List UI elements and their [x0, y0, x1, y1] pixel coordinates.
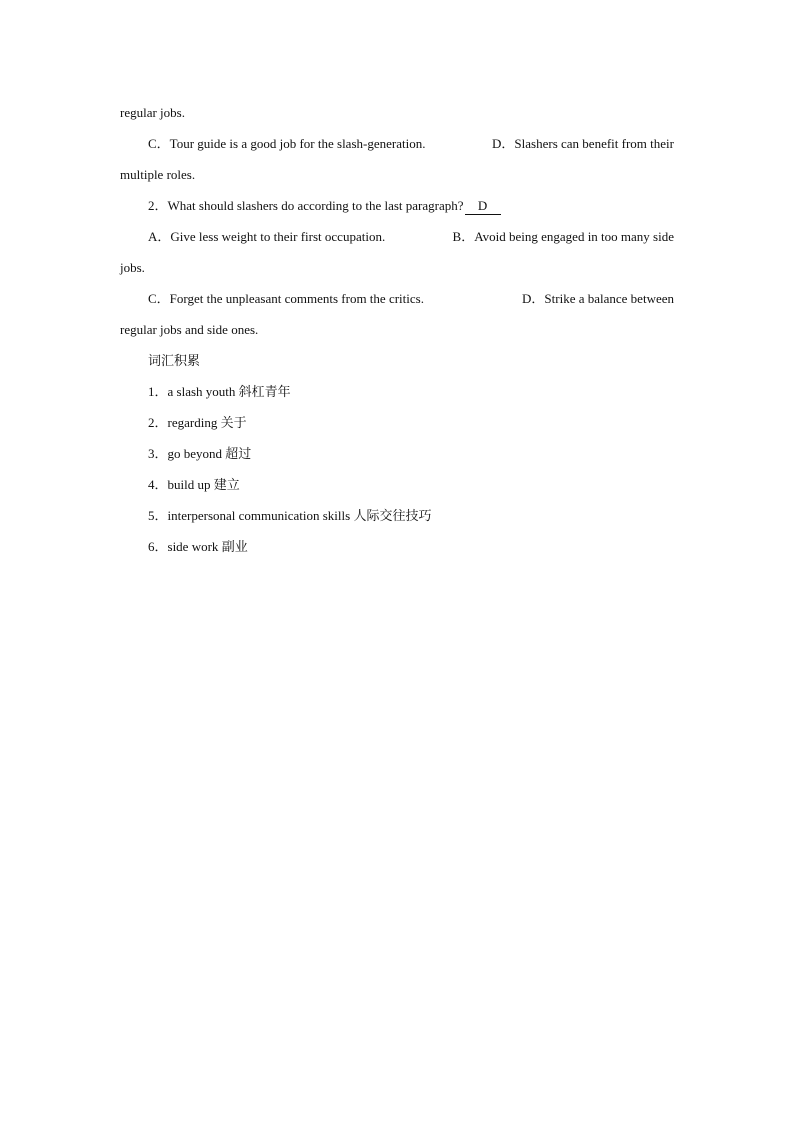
question-2-options-ab — [120, 227, 674, 258]
vocab-chinese: 人际交往技巧 — [353, 509, 432, 524]
vocab-english: interpersonal communication skills — [167, 508, 354, 523]
question-2-options-cd — [120, 289, 674, 320]
vocab-item — [120, 444, 674, 475]
option-c-text: C．Forget the unpleasant comments from the critics. — [148, 291, 424, 306]
vocab-english: build up — [167, 477, 214, 492]
text-line — [120, 165, 674, 196]
text-line — [120, 103, 674, 134]
option-d-text: D．Strike a balance between — [522, 291, 674, 306]
answer-blank: D — [465, 198, 501, 215]
option-d-text: D．Slashers can benefit from their — [492, 136, 674, 151]
continuation-text: jobs. — [120, 260, 145, 275]
vocab-number: 2． — [148, 415, 168, 430]
vocab-number: 6． — [148, 539, 168, 554]
vocab-item — [120, 413, 674, 444]
vocab-chinese: 建立 — [213, 478, 240, 493]
vocab-item — [120, 506, 674, 537]
vocab-chinese: 超过 — [225, 447, 252, 462]
text-line — [120, 258, 674, 289]
document-body — [120, 103, 674, 568]
vocab-number: 3． — [148, 446, 168, 461]
vocab-chinese: 副业 — [221, 540, 248, 555]
vocab-item — [120, 475, 674, 506]
option-c-text: C．Tour guide is a good job for the slash-generation. — [148, 136, 426, 151]
vocab-item — [120, 382, 674, 413]
continuation-text: regular jobs. — [120, 105, 185, 120]
vocab-number: 1． — [148, 384, 168, 399]
question-1-options-cd — [120, 134, 674, 165]
vocab-number: 5． — [148, 508, 168, 523]
vocab-english: regarding — [167, 415, 221, 430]
vocab-english: a slash youth — [167, 384, 239, 399]
continuation-text: regular jobs and side ones. — [120, 322, 259, 337]
vocab-item — [120, 537, 674, 568]
vocab-chinese: 关于 — [220, 416, 247, 431]
vocab-number: 4． — [148, 477, 168, 492]
question-text: 2．What should slashers do according to the last paragraph? — [148, 198, 464, 213]
option-b-text: B．Avoid being engaged in too many side — [452, 229, 674, 244]
vocab-english: side work — [167, 539, 222, 554]
vocab-heading: 词汇积累 — [148, 354, 201, 369]
vocab-heading-line — [120, 351, 674, 382]
vocab-english: go beyond — [167, 446, 226, 461]
question-2-stem — [120, 196, 674, 227]
text-line — [120, 320, 674, 351]
vocab-chinese: 斜杠青年 — [238, 385, 291, 400]
option-a-text: A．Give less weight to their first occupation. — [148, 229, 386, 244]
continuation-text: multiple roles. — [120, 167, 196, 182]
